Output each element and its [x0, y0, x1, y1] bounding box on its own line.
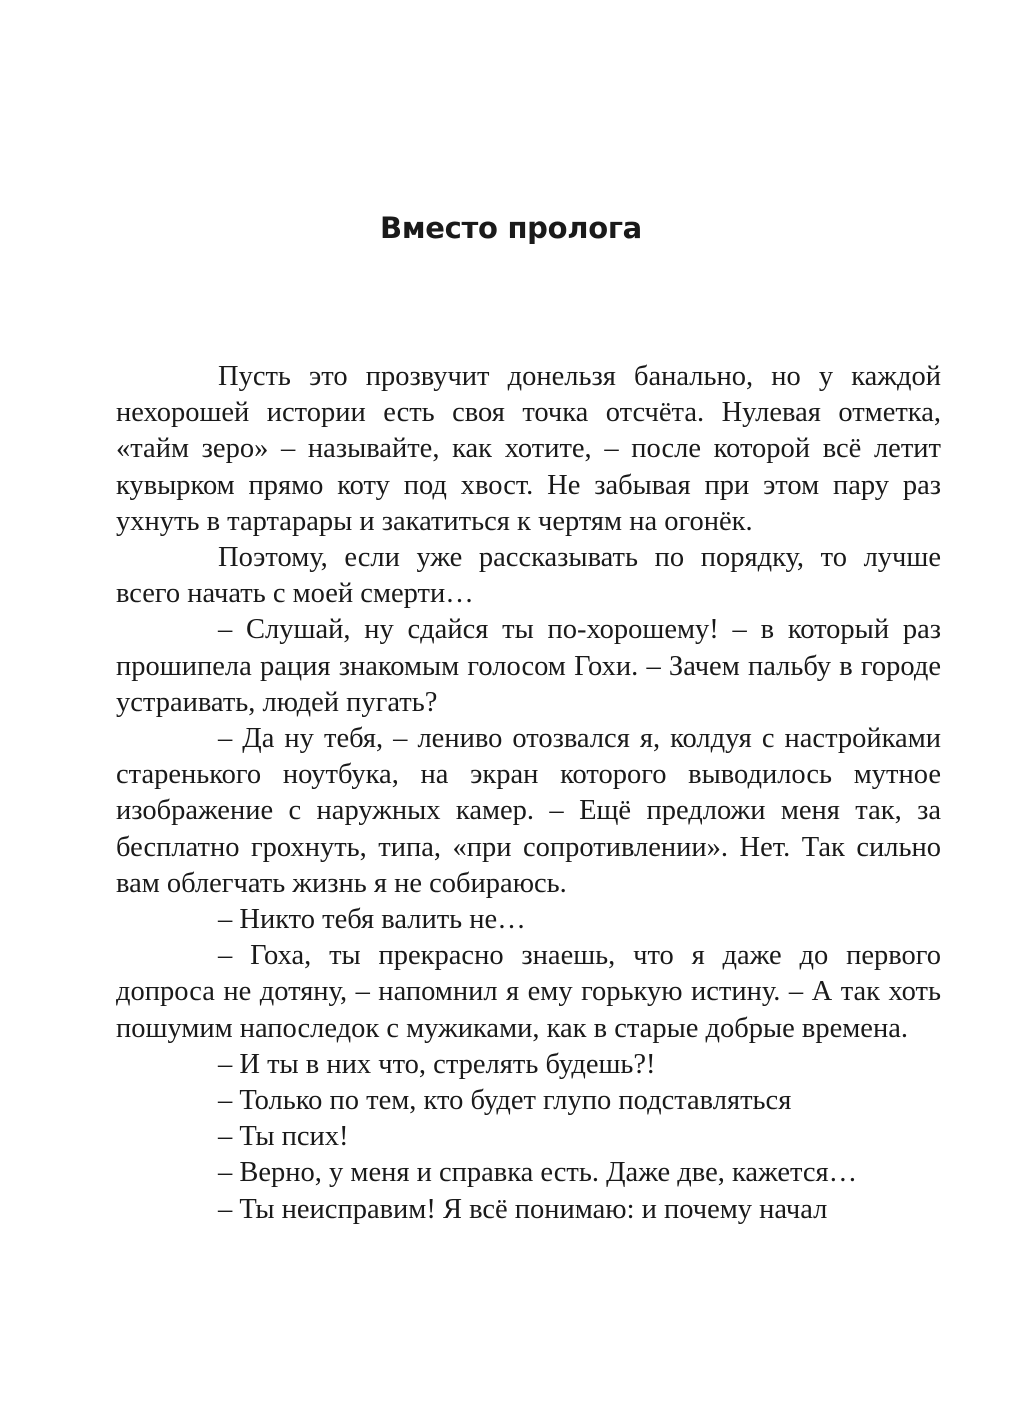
dialogue-line: – И ты в них что, стрелять будешь?!: [218, 1048, 656, 1080]
chapter-body: [116, 359, 941, 1228]
dialogue-line: – Ты неисправим! Я всё понимаю: и почему начал: [218, 1193, 828, 1225]
dialogue-line: – Гоха, ты прекрасно знаешь, что я даже до первого допроса не дотяну, – напомнил я ему горькую истину. – А так хоть пошумим напоследок с мужиками, как в старые добрые времена.: [116, 940, 941, 1044]
dialogue-line: – Только по тем, кто будет глупо подставляться: [218, 1085, 792, 1117]
chapter-title: Вместо пролога: [380, 211, 642, 245]
paragraph: Пусть это прозвучит донельзя банально, но у каждой нехорошей истории есть своя точка отсчёта. Нулевая отметка, «тайм зеро» – называйте, как хотите, – после которой всё летит кувырком прямо коту под хвост. Не забывая при этом пару раз ухнуть в тартарары и закатиться к чертям на огонёк.: [116, 361, 941, 537]
dialogue-line: – Да ну тебя, – лениво отозвался я, колдуя с настройками старенького ноутбука, на экран которого выводилось мутное изображение с наружных камер. – Ещё предложи меня так, за бесплатно грохнуть, типа, «при сопротивлении». Нет. Так сильно вам облегчать жизнь я не собираюсь.: [116, 723, 941, 899]
dialogue-line: – Ты псих!: [218, 1121, 349, 1153]
paragraph: Поэтому, если уже рассказывать по порядку, то лучше всего начать с моей смерти…: [116, 542, 941, 610]
dialogue-line: – Никто тебя валить не…: [218, 904, 526, 936]
dialogue-line: – Верно, у меня и справка есть. Даже две, кажется…: [218, 1157, 858, 1189]
dialogue-line: – Слушай, ну сдайся ты по-хорошему! – в который раз прошипела рация знакомым голосом Гохи. – Зачем пальбу в городе устраивать, людей пугать?: [116, 614, 941, 718]
